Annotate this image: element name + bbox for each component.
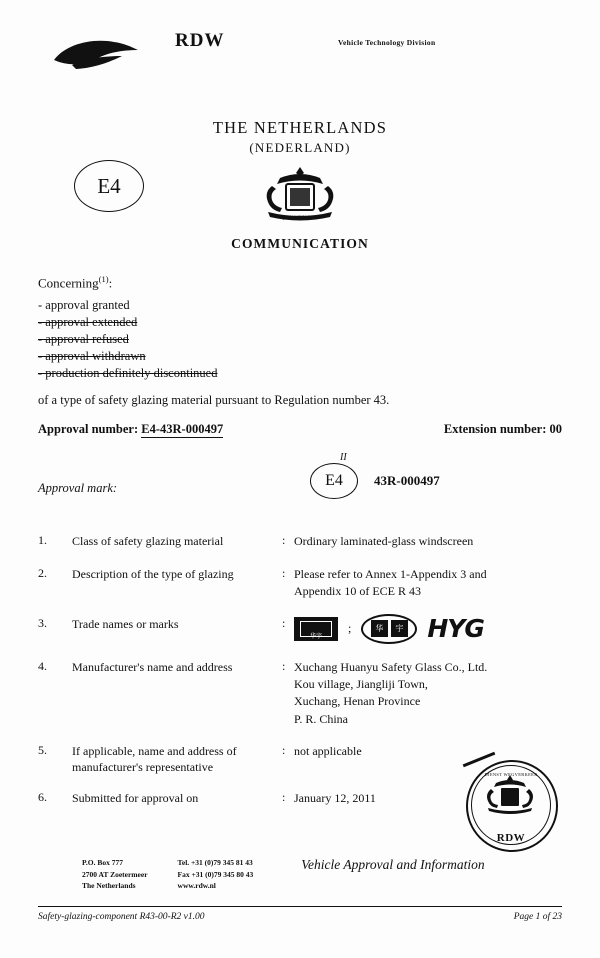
extension-number-group (444, 422, 562, 437)
footer-columns (38, 857, 562, 892)
item-value-line: Please refer to Annex 1-Appendix 3 and (294, 566, 487, 581)
rdw-bird-logo-icon (52, 38, 142, 72)
item-number: 2. (38, 565, 47, 580)
item-description: Submitted for approval on (72, 791, 199, 806)
concerning-footnote: (1) (98, 274, 109, 284)
option-approval-extended: - approval extended (38, 315, 138, 330)
pursuant-text: of a type of safety glazing material pursuant to Regulation number 43. (38, 393, 390, 408)
footer-website-link[interactable]: www.rdw.nl (177, 881, 216, 891)
item-description: Description of the type of glazing (72, 566, 234, 581)
approval-number-group (38, 422, 223, 437)
item-value (294, 616, 562, 644)
footer-address-line: P.O. Box 777 (82, 858, 123, 868)
footer-address (82, 857, 148, 892)
footer-divider (38, 906, 562, 907)
chinese-character-logo-icon: 华宇 (294, 617, 338, 641)
country-name-dutch: (NEDERLAND) (249, 140, 351, 155)
option-production-discontinued: - production definitely discontinued (38, 366, 218, 381)
page-number: Page 1 of 23 (513, 912, 562, 922)
trade-mark-separator: ; (348, 620, 352, 635)
rdw-official-stamp (456, 752, 566, 858)
item-row (38, 533, 562, 550)
item-row (38, 659, 562, 729)
page-footer (0, 857, 600, 922)
item-colon: : (282, 533, 286, 548)
concerning-text: Concerning (38, 275, 99, 291)
item-value-line: P. R. China (294, 711, 349, 726)
item-colon: : (282, 658, 286, 673)
item-description: Class of safety glazing material (72, 534, 224, 549)
hyg-logo: HYG (427, 614, 484, 643)
approval-mark-row (38, 452, 562, 517)
item-colon: : (282, 790, 286, 805)
trade-marks-group (294, 614, 562, 644)
item-value-line: Kou village, Jiangliji Town, (294, 676, 428, 691)
approval-options-list (38, 298, 562, 381)
approval-mark-code: 43R-000497 (374, 473, 440, 489)
coat-of-arms-icon (250, 164, 350, 226)
footer-department: Vehicle Approval and Information (301, 857, 485, 873)
stamp-arc-text: DIENST WEGVERKEER (484, 772, 538, 777)
footer-contact-line: Tel. +31 (0)79 345 81 43 (177, 858, 253, 868)
footer-address-line: The Netherlands (82, 881, 136, 891)
footer-contact-line: Fax +31 (0)79 345 80 43 (177, 869, 254, 879)
item-colon: : (282, 565, 286, 580)
item-colon: : (282, 615, 286, 630)
approval-mark-label: Approval mark: (38, 481, 118, 496)
document-reference: Safety-glazing-component R43-00-R2 v1.00 (38, 912, 205, 922)
option-approval-withdrawn: - approval withdrawn (38, 349, 146, 364)
item-row (38, 566, 562, 601)
footer-meta (38, 912, 562, 922)
item-value-line: Xuchang Huanyu Safety Glass Co., Ltd. (294, 659, 488, 674)
stamp-coat-of-arms-icon (482, 774, 538, 822)
footer-address-line: 2700 AT Zoetermeer (82, 869, 148, 879)
page-header (0, 0, 600, 80)
document-body (38, 274, 562, 808)
item-number: 5. (38, 743, 47, 758)
option-approval-refused: - approval refused (38, 332, 129, 347)
item-number: 3. (38, 615, 47, 630)
concerning-label: Concerning$^{(1)}$: (38, 274, 113, 291)
item-description: Manufacturer's name and address (72, 659, 233, 674)
rdw-wordmark: RDW (175, 30, 225, 51)
division-label: Vehicle Technology Division (338, 38, 436, 47)
communication-title: COMMUNICATION (231, 236, 369, 251)
svg-text:JE MAINTIENDRAI: JE MAINTIENDRAI (282, 215, 318, 220)
item-colon: : (282, 743, 286, 758)
item-value-line: not applicable (294, 744, 362, 759)
oval-chinese-logo-icon: 华 宇 (361, 614, 417, 644)
approval-mark-roman: II (340, 452, 347, 464)
item-number: 4. (38, 658, 47, 673)
item-value (294, 659, 562, 729)
extension-number-value: 00 (549, 422, 562, 437)
e4-approval-circle: E4 (74, 160, 144, 212)
item-value (294, 533, 562, 550)
item-row (38, 616, 562, 644)
item-value-line: Appendix 10 of ECE R 43 (294, 584, 421, 599)
item-number: 6. (38, 790, 47, 805)
stamp-label: RDW (496, 832, 526, 844)
e4-small-circle: E4 (310, 463, 358, 499)
item-description: Trade names or marks (72, 616, 179, 631)
item-value (294, 566, 562, 601)
approval-mark-group (310, 463, 440, 499)
approval-number-row (38, 422, 562, 437)
approval-number-value: E4-43R-000497 (141, 422, 224, 437)
item-description: If applicable, name and address of manufacturer's representative (72, 744, 237, 775)
extension-number-label: Extension number: (443, 422, 547, 437)
approval-number-label: Approval number: (38, 422, 139, 437)
item-value-line: January 12, 2011 (294, 791, 376, 806)
item-number: 1. (38, 533, 47, 548)
option-approval-granted: - approval granted (38, 298, 130, 313)
item-value-line: Xuchang, Henan Province (294, 694, 421, 709)
item-value-line: Ordinary laminated-glass windscreen (294, 534, 474, 549)
footer-contact (178, 857, 254, 892)
country-name: THE NETHERLANDS (212, 118, 388, 137)
